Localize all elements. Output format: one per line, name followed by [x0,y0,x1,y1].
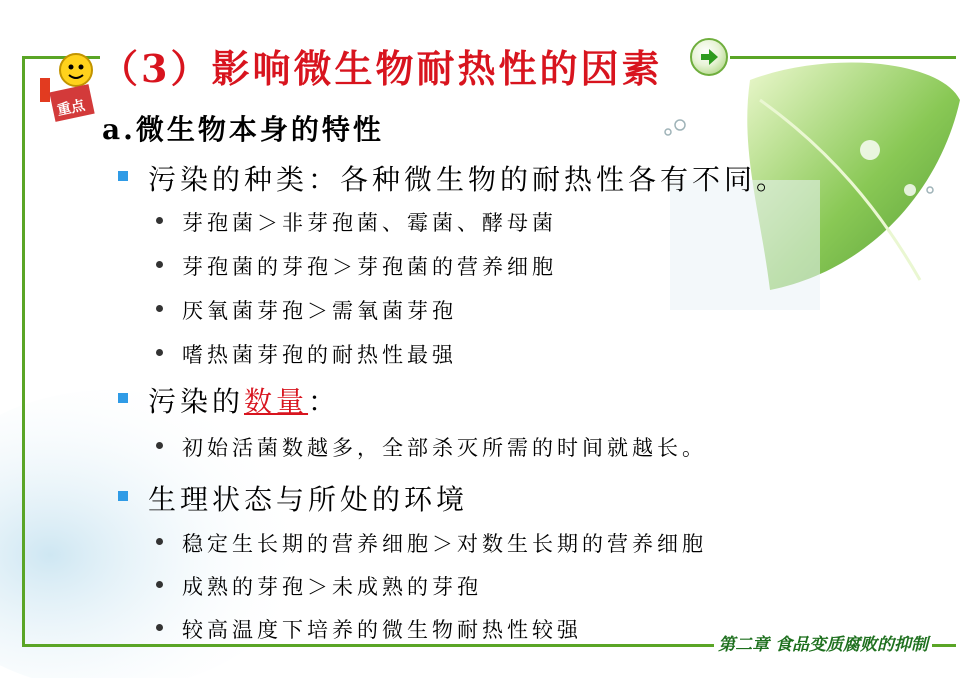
list-item-level1 [118,380,340,420]
label-suffix: ： [308,385,341,418]
dot-bullet-icon [156,538,163,545]
list-item-level2: 成熟的芽孢＞未成熟的芽孢 [156,571,482,601]
section-heading: a.微生物本身的特性 [102,113,384,146]
slide-title: （3）影响微生物耐热性的因素 [100,46,663,91]
badge-text: 重点 [55,97,87,120]
square-bullet-icon [118,491,128,501]
list-item-level1: 污染的种类：各种微生物的耐热性各有不同。 [118,158,788,198]
list-item-level2: 厌氧菌芽孢＞需氧菌芽孢 [156,295,457,325]
frame-left [22,56,25,647]
frame-top-right [730,56,956,59]
list-item-level1: 生理状态与所处的环境 [118,478,468,518]
chapter-footer: 第二章 食品变质腐败的抑制 [714,630,932,655]
dot-bullet-icon [156,349,163,356]
arrow-right-icon [692,40,726,74]
next-slide-button[interactable] [690,38,728,76]
square-bullet-icon [118,171,128,181]
dot-bullet-icon [156,217,163,224]
square-bullet-icon [118,393,128,403]
dot-bullet-icon [156,261,163,268]
dot-bullet-icon [156,624,163,631]
list-item-level2: 芽孢菌＞非芽孢菌、霉菌、酵母菌 [156,207,557,237]
quantity-link[interactable]: 数量 [244,385,309,418]
list-item-level2: 芽孢菌的芽孢＞芽孢菌的营养细胞 [156,251,557,281]
dot-bullet-icon [156,581,163,588]
list-item-level2: 较高温度下培养的微生物耐热性较强 [156,614,582,644]
dot-bullet-icon [156,305,163,312]
list-item-level2: 嗜热菌芽孢的耐热性最强 [156,339,457,369]
label-prefix: 污染的 [148,385,245,418]
dot-bullet-icon [156,442,163,449]
list-item-level2: 稳定生长期的营养细胞＞对数生长期的营养细胞 [156,528,707,558]
list-item-level2: 初始活菌数越多，全部杀灭所需的时间就越长。 [156,432,707,462]
